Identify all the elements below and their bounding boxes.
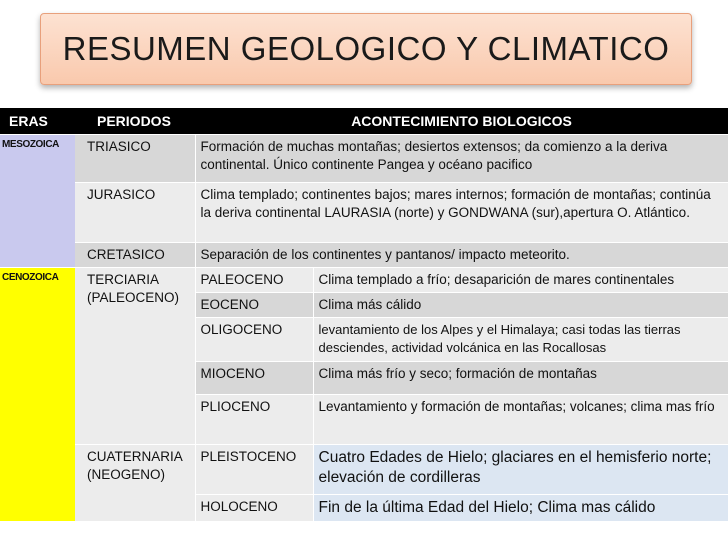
table-row — [0, 445, 728, 495]
header-eras: ERAS — [0, 108, 75, 135]
epoca-cell: EOCENO — [195, 293, 313, 318]
epoca-descripcion-cell: Clima más cálido — [313, 293, 728, 318]
epoca-descripcion-cell: Cuatro Edades de Hielo; glaciares en el hemisferio norte; elevación de cordilleras — [313, 445, 728, 495]
periodo-cell: JURASICO — [75, 183, 195, 243]
epoca-cell: PLEISTOCENO — [195, 445, 313, 495]
table-row — [0, 183, 728, 243]
periodo-cell: TERCIARIA (PALEOCENO) — [75, 268, 195, 445]
epoca-cell: PLIOCENO — [195, 395, 313, 445]
epoca-descripcion-cell: Fin de la última Edad del Hielo; Clima mas cálido — [313, 495, 728, 522]
page-title: RESUMEN GEOLOGICO Y CLIMATICO — [62, 30, 670, 67]
epoca-descripcion-cell: Levantamiento y formación de montañas; volcanes; clima mas frío — [313, 395, 728, 445]
descripcion-cell: Clima templado; continentes bajos; mares internos; formación de montañas; continúa la deriva continental LAURASIA (norte) y GONDWANA (sur),apertura O. Atlántico. — [195, 183, 728, 243]
descripcion-cell: Formación de muchas montañas; desiertos extensos; da comienzo a la deriva continental. Único continente Pangea y océano pacifico — [195, 135, 728, 183]
epoca-descripcion-cell: Clima templado a frío; desaparición de mares continentales — [313, 268, 728, 293]
table-row — [0, 268, 728, 293]
table-row — [0, 243, 728, 268]
epoca-descripcion-cell: Clima más frío y seco; formación de montañas — [313, 362, 728, 395]
descripcion-cell: Separación de los continentes y pantanos/ impacto meteorito. — [195, 243, 728, 268]
epoca-descripcion-cell: levantamiento de los Alpes y el Himalaya; casi todas las tierras desciendes, actividad volcánica en las Rocallosas — [313, 318, 728, 362]
era-mesozoica: MESOZOICA — [0, 135, 75, 268]
periodo-cell: CUATERNARIA (NEOGENO) — [75, 445, 195, 522]
geology-table — [0, 108, 728, 522]
table-row — [0, 135, 728, 183]
header-periodos: PERIODOS — [75, 108, 195, 135]
epoca-cell: PALEOCENO — [195, 268, 313, 293]
periodo-cell: TRIASICO — [75, 135, 195, 183]
epoca-cell: HOLOCENO — [195, 495, 313, 522]
periodo-cell: CRETASICO — [75, 243, 195, 268]
table-header-row — [0, 108, 728, 135]
era-cenozoica: CENOZOICA — [0, 268, 75, 522]
header-acontecimientos: ACONTECIMIENTO BIOLOGICOS — [195, 108, 728, 135]
epoca-cell: OLIGOCENO — [195, 318, 313, 362]
epoca-cell: MIOCENO — [195, 362, 313, 395]
title-banner — [40, 13, 692, 85]
